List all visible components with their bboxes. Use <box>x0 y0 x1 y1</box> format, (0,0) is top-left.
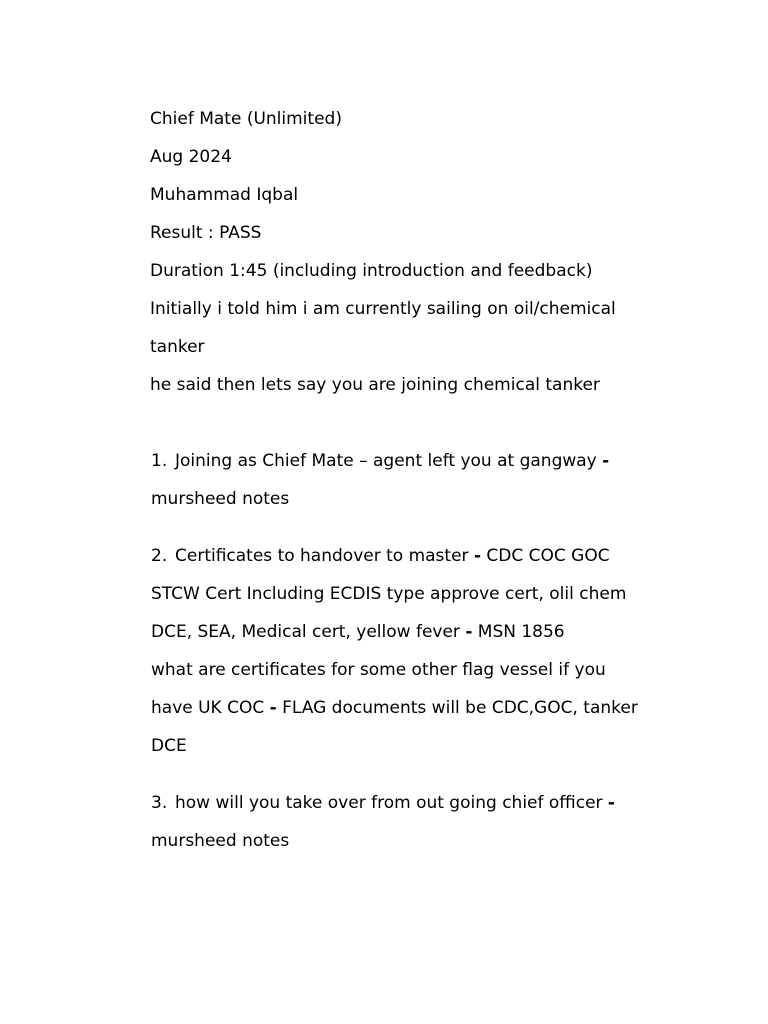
list-item-number: 2. <box>151 546 168 566</box>
list-item-1-line-2: mursheed notes <box>151 489 290 509</box>
duration-text: Duration 1:45 (including introduction and feedback) <box>150 261 593 281</box>
list-item-text: how will you take over from out going chief officer <box>175 793 608 813</box>
result-text: Result : PASS <box>150 223 262 243</box>
list-item-3-line-1 <box>151 784 670 822</box>
dash-separator: - <box>269 698 277 718</box>
list-item-text-after: CDC COC GOC <box>481 546 610 566</box>
list-item-number: 3. <box>151 793 168 813</box>
candidate-name: Muhammad Iqbal <box>150 185 299 205</box>
dash-separator: - <box>602 451 610 471</box>
dash-separator: - <box>465 622 473 642</box>
list-item-text: have UK COC <box>151 698 270 718</box>
list-item-2-line-6: DCE <box>151 736 187 756</box>
list-item-text-after: MSN 1856 <box>472 622 565 642</box>
list-item-2-line-4: what are certificates for some other flag vessel if you <box>151 660 606 680</box>
document-body <box>150 100 670 860</box>
list-item-text-after: FLAG documents will be CDC,GOC, tanker <box>276 698 638 718</box>
list-item-text: Joining as Chief Mate – agent left you at gangway <box>175 451 603 471</box>
spacer <box>150 404 670 442</box>
list-item-number: 1. <box>151 451 168 471</box>
doc-date: Aug 2024 <box>150 147 232 167</box>
list-item-3-line-2: mursheed notes <box>151 831 290 851</box>
list-item-1-line-1 <box>151 442 670 480</box>
list-item-2-line-3 <box>151 613 670 651</box>
dash-separator: - <box>473 546 481 566</box>
list-item-text: Certificates to handover to master <box>175 546 474 566</box>
spacer <box>150 765 670 784</box>
spacer <box>150 518 670 537</box>
dash-separator: - <box>607 793 615 813</box>
list-item-2-line-1 <box>151 537 670 575</box>
list-item-2-line-2: STCW Cert Including ECDIS type approve cert, olil chem <box>151 584 627 604</box>
list-item-text: DCE, SEA, Medical cert, yellow fever <box>151 622 466 642</box>
list-item-2-line-5 <box>151 689 670 727</box>
intro-line-1: Initially i told him i am currently sailing on oil/chemical <box>150 299 616 319</box>
intro-line-2: tanker <box>150 337 205 357</box>
intro-line-3: he said then lets say you are joining chemical tanker <box>150 375 600 395</box>
doc-title: Chief Mate (Unlimited) <box>150 109 342 129</box>
